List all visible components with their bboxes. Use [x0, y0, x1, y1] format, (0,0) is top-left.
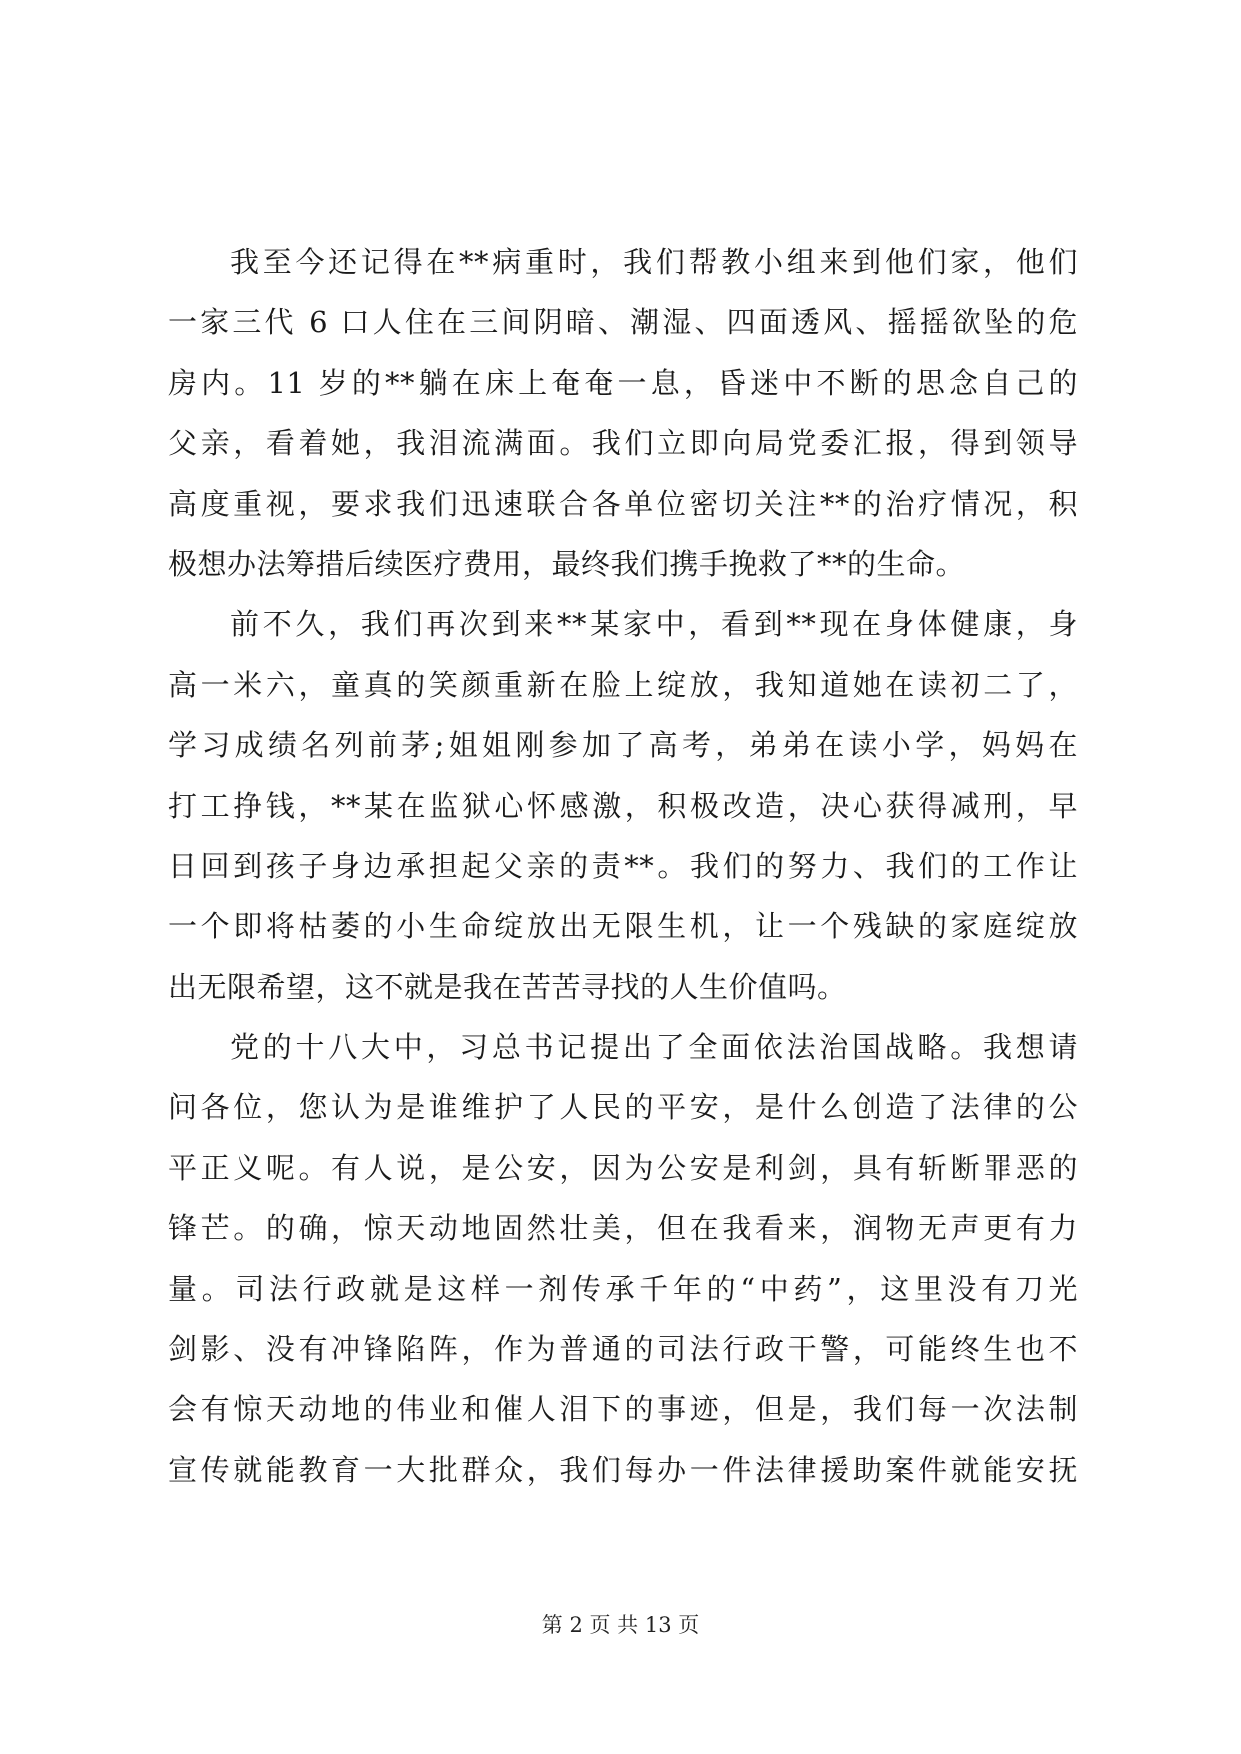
page-number-footer: 第 2 页 共 13 页	[541, 1613, 700, 1637]
paragraph-1-line-1: 我至今还记得在**病重时，我们帮教小组来到他们家，他们	[230, 245, 1078, 279]
paragraph-1-line-4: 父亲，看着她，我泪流满面。我们立即向局党委汇报，得到领导	[168, 426, 1078, 461]
paragraph-2-line-5: 日回到孩子身边承担起父亲的责**。我们的努力、我们的工作让	[168, 848, 1078, 883]
paragraph-3-line-5: 量。司法行政就是这样一剂传承千年的“中药”，这里没有刀光	[168, 1271, 1078, 1306]
paragraph-3-line-2: 问各位，您认为是谁维护了人民的平安，是什么创造了法律的公	[168, 1090, 1078, 1125]
paragraph-1-line-5: 高度重视，要求我们迅速联合各单位密切关注**的治疗情况，积	[168, 486, 1078, 521]
paragraph-3-line-6: 剑影、没有冲锋陷阵，作为普通的司法行政干警，可能终生也不	[168, 1332, 1078, 1367]
paragraph-2-line-2: 高一米六，童真的笑颜重新在脸上绽放，我知道她在读初二了，	[168, 667, 1078, 702]
paragraph-3-line-1: 党的十八大中，习总书记提出了全面依法治国战略。我想请	[230, 1030, 1078, 1065]
paragraph-1-line-6: 极想办法筹措后续医疗费用，最终我们携手挽救了**的生命。	[168, 546, 966, 581]
paragraph-2-line-6: 一个即将枯萎的小生命绽放出无限生机，让一个残缺的家庭绽放	[168, 909, 1078, 944]
paragraph-3-line-3: 平正义呢。有人说，是公安，因为公安是利剑，具有斩断罪恶的	[168, 1150, 1078, 1185]
paragraph-3-line-8: 宣传就能教育一大批群众，我们每办一件法律援助案件就能安抚	[168, 1452, 1078, 1487]
paragraph-2-line-4: 打工挣钱，**某在监狱心怀感激，积极改造，决心获得减刑，早	[168, 788, 1078, 823]
paragraph-1-line-3: 房内。11 岁的**躺在床上奄奄一息，昏迷中不断的思念自己的	[168, 365, 1078, 400]
paragraph-1-line-2: 一家三代 6 口人住在三间阴暗、潮湿、四面透风、摇摇欲坠的危	[168, 305, 1078, 340]
paragraph-3-line-7: 会有惊天动地的伟业和催人泪下的事迹，但是，我们每一次法制	[168, 1392, 1078, 1427]
paragraph-2-line-7: 出无限希望，这不就是我在苦苦寻找的人生价值吗。	[168, 969, 847, 1004]
paragraph-2-line-1: 前不久，我们再次到来**某家中，看到**现在身体健康，身	[230, 607, 1078, 642]
body-text	[168, 232, 1078, 1500]
paragraph-2-line-3: 学习成绩名列前茅;姐姐刚参加了高考，弟弟在读小学，妈妈在	[168, 728, 1078, 763]
paragraph-3-line-4: 锋芒。的确，惊天动地固然壮美，但在我看来，润物无声更有力	[168, 1211, 1078, 1246]
